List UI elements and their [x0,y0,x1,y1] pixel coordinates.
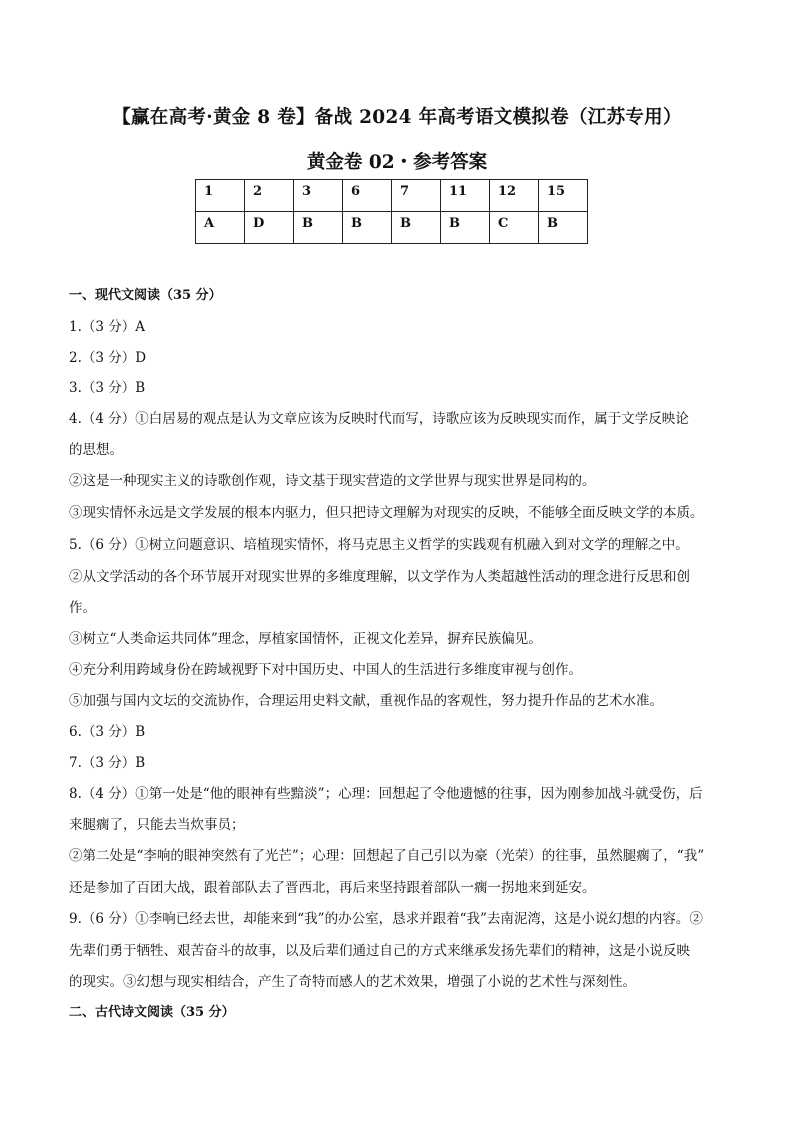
answer-cell: B [441,212,490,244]
answer-table-number-row [196,180,588,212]
answer-line: 8.（4 分）①第一处是“他的眼神有些黯淡”；心理：回想起了令他遗憾的往事，因为刚参加战斗就受伤，后 [69,786,703,802]
answer-line: 的思想。 [69,442,123,458]
answer-table [195,179,588,244]
answer-line: ⑤加强与国内文坛的交流协作，合理运用史料文献，重视作品的客观性，努力提升作品的艺术水准。 [69,693,663,709]
answer-line: 4.（4 分）①白居易的观点是认为文章应该为反映时代而写，诗歌应该为反映现实而作，属于文学反映论 [69,411,689,427]
answer-line: ④充分利用跨域身份在跨域视野下对中国历史、中国人的生活进行多维度审视与创作。 [69,662,582,678]
answer-line: 1.（3 分）A [69,319,146,335]
answer-cell: B [294,212,343,244]
question-number-cell: 3 [294,180,343,212]
answer-line: 5.（6 分）①树立问题意识、培植现实情怀，将马克思主义哲学的实践观有机融入到对文学的理解之中。 [69,537,689,553]
answer-cell: B [539,212,588,244]
question-number-cell: 2 [245,180,294,212]
answer-line: ②第二处是“李响的眼神突然有了光芒”；心理：回想起了自己引以为豪（光荣）的往事，虽然腿瘸了，“我” [69,848,705,864]
answer-line: ②从文学活动的各个环节展开对现实世界的多维度理解，以文学作为人类超越性活动的理念进行反思和创 [69,569,690,585]
answer-table-answer-row [196,212,588,244]
question-number-cell: 11 [441,180,490,212]
question-number-cell: 6 [343,180,392,212]
answer-cell: B [343,212,392,244]
section-heading: 二、古代诗文阅读（35 分） [69,1005,235,1020]
answer-cell: D [245,212,294,244]
answer-line: 2.（3 分）D [69,350,147,366]
answer-line: 6.（3 分）B [69,724,146,740]
answer-cell: A [196,212,245,244]
answer-cell: B [392,212,441,244]
answer-line: ③树立“人类命运共同体”理念，厚植家国情怀，正视文化差异，摒弃民族偏见。 [69,631,542,647]
document-subtitle: 黄金卷 02・参考答案 [306,152,488,173]
answer-line: 的现实。③幻想与现实相结合，产生了奇特而感人的艺术效果，增强了小说的艺术性与深刻性。 [69,974,636,990]
question-number-cell: 12 [490,180,539,212]
question-number-cell: 15 [539,180,588,212]
answer-line: ③现实情怀永远是文学发展的根本内驱力，但只把诗文理解为对现实的反映，不能够全面反映文学的本质。 [69,505,704,521]
answer-line: ②这是一种现实主义的诗歌创作观，诗文基于现实营造的文学世界与现实世界是同构的。 [69,473,596,489]
section-heading: 一、现代文阅读（35 分） [69,288,222,303]
answer-line: 7.（3 分）B [69,755,146,771]
question-number-cell: 7 [392,180,441,212]
answer-line: 作。 [69,600,96,616]
answer-cell: C [490,212,539,244]
answer-line: 先辈们勇于牺牲、艰苦奋斗的故事，以及后辈们通过自己的方式来继承发扬先辈们的精神，这是小说反映 [69,943,690,959]
answer-line: 还是参加了百团大战，跟着部队去了晋西北，再后来坚持跟着部队一瘸一拐地来到延安。 [69,880,596,896]
answer-line: 9.（6 分）①李响已经去世，却能来到“我”的办公室，恳求并跟着“我”去南泥湾，这是小说幻想的内容。② [69,911,703,927]
answer-line: 来腿瘸了，只能去当炊事员； [69,817,245,833]
answer-line: 3.（3 分）B [69,380,146,396]
question-number-cell: 1 [196,180,245,212]
document-title: 【赢在高考·黄金 8 卷】备战 2024 年高考语文模拟卷（江苏专用） [112,107,682,128]
